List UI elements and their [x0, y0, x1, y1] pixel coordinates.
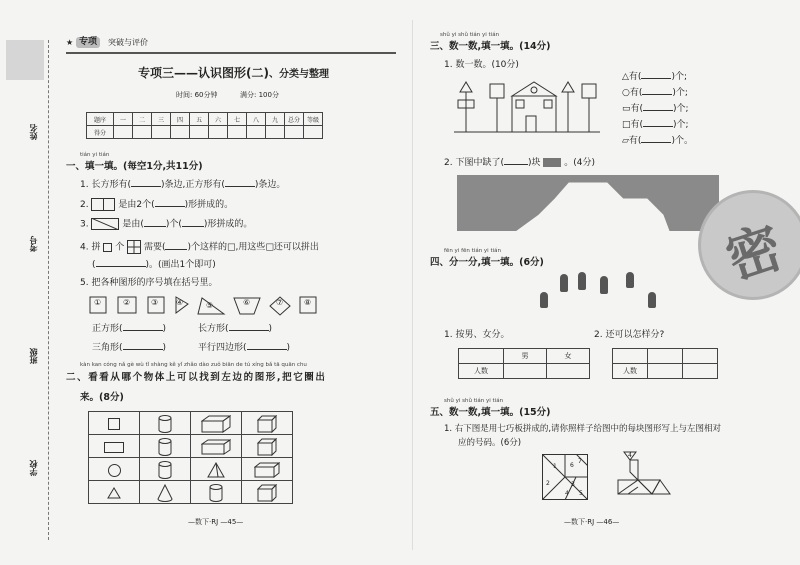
- rectangle-icon: [104, 442, 124, 453]
- shape-number-2: ②: [123, 298, 131, 307]
- score-cell: 得分: [87, 126, 114, 139]
- tangram-label-5: 5: [579, 490, 583, 497]
- gutter-cut-line: [48, 40, 49, 540]
- sec3-q2: 2. 下图中缺了( )块 。(4分): [444, 158, 595, 168]
- sec3-title: 三、数一数,填一填。(14分): [430, 41, 551, 52]
- child-figure: [626, 272, 634, 288]
- gutter-decoration: [6, 40, 44, 80]
- answer-blank[interactable]: [643, 126, 673, 127]
- category-input-cell[interactable]: [648, 349, 683, 364]
- exam-time: 时间: 60分钟: [176, 91, 218, 99]
- answer-blank[interactable]: [144, 226, 166, 227]
- figure-divider-line: [103, 199, 104, 210]
- answer-blank[interactable]: [182, 226, 204, 227]
- score-cell: 题序: [87, 113, 114, 126]
- diagonal-rectangle-figure: [91, 218, 119, 230]
- object-cuboid[interactable]: [191, 435, 242, 458]
- sec2-pinyin: kàn kan cóng nǎ gè wù tǐ shàng kě yǐ zhǎo dào zuǒ biān de tú xíng bǎ tā quān chu: [80, 362, 307, 368]
- sec5-title: 五、数一数,填一填。(15分): [430, 407, 551, 418]
- counting-scene: [454, 80, 600, 136]
- score-cell: 八: [247, 113, 266, 126]
- cube-icon: [257, 484, 277, 502]
- shape-number-4: ④: [176, 298, 184, 307]
- cylinder-icon: [158, 461, 172, 479]
- header-series: 突破与评价: [108, 38, 148, 47]
- q5-square: 正方形( ): [92, 324, 167, 334]
- sec1-pinyin: tián yi tián: [80, 152, 110, 158]
- q1-5: 5. 把各种图形的序号填在括号里。: [80, 278, 218, 288]
- score-cell: 等级: [304, 113, 323, 126]
- object-cylinder[interactable]: [140, 435, 191, 458]
- shape-number-1: ①: [94, 298, 102, 307]
- score-input-cell[interactable]: [247, 126, 266, 139]
- count-input-cell[interactable]: [683, 364, 718, 379]
- child-figure: [560, 274, 568, 292]
- cylinder-icon: [158, 415, 172, 433]
- sec5-q1-line2: 应的号码。(6分): [458, 438, 522, 448]
- target-shape-cell: [89, 412, 140, 435]
- cube-icon: [257, 438, 277, 456]
- sec4-q1: 1. 按男、女分。: [444, 330, 510, 340]
- q1-4-continued: ( )。(画出1个即可): [92, 260, 216, 270]
- target-shape-cell: [89, 458, 140, 481]
- answer-blank[interactable]: [131, 186, 161, 187]
- score-input-cell[interactable]: [209, 126, 228, 139]
- score-input-cell[interactable]: [190, 126, 209, 139]
- score-cell: 三: [152, 113, 171, 126]
- tangram-label-1: 1: [553, 463, 557, 470]
- answer-blank[interactable]: [641, 142, 671, 143]
- object-pyramid[interactable]: [191, 458, 242, 481]
- category-input-cell[interactable]: [683, 349, 718, 364]
- score-table-score-row: [87, 126, 323, 139]
- seal-text: 密: [718, 215, 790, 292]
- score-input-cell[interactable]: [152, 126, 171, 139]
- sec3-pinyin: shǔ yi shǔ tián yi tián: [440, 32, 500, 38]
- score-input-cell[interactable]: [285, 126, 304, 139]
- swan-label-4: 4: [628, 452, 632, 459]
- object-cylinder[interactable]: [191, 481, 242, 504]
- answer-blank[interactable]: [123, 349, 163, 350]
- missing-brick-gap: [457, 175, 719, 231]
- count-input-cell[interactable]: [504, 364, 547, 379]
- row-label-count: 人数: [459, 364, 504, 379]
- gender-count-table: [458, 348, 590, 379]
- circle-icon: [108, 464, 121, 477]
- cube-icon: [257, 415, 277, 433]
- shape-number-8: ⑧: [304, 298, 312, 307]
- grid-square-figure: [127, 240, 141, 254]
- object-cylinder[interactable]: [140, 412, 191, 435]
- shape-number-3: ③: [151, 298, 159, 307]
- triangle-icon: [107, 487, 121, 499]
- gutter-label-id: 考号: [29, 236, 38, 252]
- count-input-cell[interactable]: [648, 364, 683, 379]
- page-title: [138, 66, 329, 81]
- tangram-label-4: 4: [565, 490, 569, 497]
- confidential-seal: [698, 190, 800, 300]
- target-shape-cell: [89, 481, 140, 504]
- gutter-label-class: 班级: [29, 348, 38, 364]
- gutter-label-school: 学校: [29, 460, 38, 476]
- q1-1: 1. 长方形有( )条边,正方形有( )条边。: [80, 180, 286, 190]
- table-corner-cell: [613, 349, 648, 364]
- q5-rect: 长方形( ): [198, 324, 273, 334]
- answer-blank[interactable]: [642, 94, 672, 95]
- score-cell: 五: [190, 113, 209, 126]
- answer-blank[interactable]: [643, 110, 673, 111]
- tangram-label-2: 2: [546, 480, 550, 487]
- answer-blank[interactable]: [225, 186, 255, 187]
- score-table: [86, 112, 323, 139]
- square-icon: [108, 418, 120, 430]
- tangram-label-3: 3: [571, 481, 575, 488]
- sec2-shape-grid: [88, 411, 293, 504]
- count-rectangle: ▭有( )个;: [622, 104, 689, 114]
- score-cell: 一: [114, 113, 133, 126]
- tangram-swan-figure: [616, 450, 672, 504]
- sec4-q2: 2. 还可以怎样分?: [594, 330, 665, 340]
- binding-gutter: [0, 0, 60, 565]
- footer-left-page: —数下·RJ —45—: [188, 518, 244, 526]
- header-bar: [66, 36, 396, 54]
- q1-2: 2. 是由2个( )形拼成的。: [80, 200, 234, 210]
- cylinder-icon: [209, 484, 223, 502]
- q5-tri: 三角形( ): [92, 343, 167, 353]
- sec2-title: 二、看看从哪个物体上可以找到左边的图形,把它圈出: [66, 372, 327, 383]
- shape-number-5: ⑤: [206, 301, 214, 310]
- small-square-figure: [103, 243, 112, 252]
- row-label-count: 人数: [613, 364, 648, 379]
- score-input-cell[interactable]: [304, 126, 323, 139]
- object-cylinder[interactable]: [140, 458, 191, 481]
- children-illustration: [530, 270, 670, 310]
- exam-full-score: 满分: 100分: [240, 91, 279, 99]
- table-corner-cell: [459, 349, 504, 364]
- count-input-cell[interactable]: [547, 364, 590, 379]
- child-figure: [540, 292, 548, 308]
- sec2-title-line2: 来。(8分): [80, 392, 124, 403]
- score-input-cell[interactable]: [133, 126, 152, 139]
- star-icon: ★: [66, 38, 74, 47]
- score-input-cell[interactable]: [171, 126, 190, 139]
- score-table-header-row: [87, 113, 323, 126]
- title-main: 专项三——认识图形(二): [138, 66, 269, 80]
- other-classification-table: [612, 348, 718, 379]
- score-cell: 七: [228, 113, 247, 126]
- sec5-pinyin: shǔ yi shǔ tián yi tián: [444, 398, 504, 404]
- shape-number-6: ⑥: [243, 298, 251, 307]
- score-cell: 二: [133, 113, 152, 126]
- count-square: □有( )个;: [622, 120, 689, 130]
- answer-blank[interactable]: [96, 266, 146, 267]
- tangram-label-6: 6: [570, 462, 574, 469]
- sec5-q1: 1. 右下图是用七巧板拼成的,请你照样子给图中的每块图形写上与左图相对: [444, 424, 722, 434]
- sec4-title: 四、分一分,填一填。(6分): [430, 257, 544, 268]
- pyramid-icon: [207, 462, 225, 478]
- tangram-label-7: 7: [578, 458, 582, 465]
- header-brand: 专项: [76, 37, 100, 48]
- score-cell: 四: [171, 113, 190, 126]
- sec3-q1: 1. 数一数。(10分): [444, 60, 519, 70]
- brick-icon: [543, 158, 561, 167]
- answer-blank[interactable]: [504, 164, 528, 165]
- sec1-title: 一、填一填。(每空1分,共11分): [66, 161, 203, 172]
- cuboid-icon: [201, 439, 231, 455]
- answer-blank[interactable]: [165, 249, 187, 250]
- page-divider: [412, 20, 413, 550]
- cuboid-icon: [254, 462, 280, 478]
- col-header-male: 男: [504, 349, 547, 364]
- answer-blank[interactable]: [229, 330, 269, 331]
- child-figure: [648, 292, 656, 308]
- two-squares-figure: [91, 198, 115, 211]
- count-triangle: △有( )个;: [622, 72, 687, 82]
- child-figure: [600, 276, 608, 294]
- count-circle: ○有( )个;: [622, 88, 688, 98]
- title-sub: 、分类与整理: [268, 69, 329, 80]
- score-cell: 九: [266, 113, 285, 126]
- score-input-cell[interactable]: [114, 126, 133, 139]
- cone-icon: [157, 484, 173, 502]
- score-input-cell[interactable]: [266, 126, 285, 139]
- object-cube[interactable]: [242, 412, 293, 435]
- cylinder-icon: [158, 438, 172, 456]
- object-cuboid[interactable]: [242, 458, 293, 481]
- object-cube[interactable]: [242, 481, 293, 504]
- q5-para: 平行四边形( ): [198, 343, 291, 353]
- sec4-pinyin: fēn yi fēn tián yi tián: [444, 248, 502, 254]
- score-cell: 六: [209, 113, 228, 126]
- object-cuboid[interactable]: [191, 412, 242, 435]
- score-input-cell[interactable]: [228, 126, 247, 139]
- footer-right-page: —数下·RJ —46—: [564, 518, 620, 526]
- score-cell: 总分: [285, 113, 304, 126]
- cuboid-icon: [201, 415, 231, 433]
- shape-number-7: ⑦: [276, 298, 284, 307]
- count-parallelogram: ▱有( )个。: [622, 136, 693, 146]
- answer-blank[interactable]: [641, 78, 671, 79]
- answer-blank[interactable]: [155, 206, 185, 207]
- gutter-label-name: 姓名: [29, 124, 38, 140]
- answer-blank[interactable]: [123, 330, 163, 331]
- child-figure: [578, 272, 586, 290]
- q1-3: 3. 是由( )个( )形拼成的。: [80, 219, 253, 230]
- object-cone[interactable]: [140, 481, 191, 504]
- q1-4: 4. 拼 个 需要( )个这样的□,用这些□还可以拼出: [80, 240, 319, 254]
- object-cube[interactable]: [242, 435, 293, 458]
- answer-blank[interactable]: [247, 349, 287, 350]
- col-header-female: 女: [547, 349, 590, 364]
- target-shape-cell: [89, 435, 140, 458]
